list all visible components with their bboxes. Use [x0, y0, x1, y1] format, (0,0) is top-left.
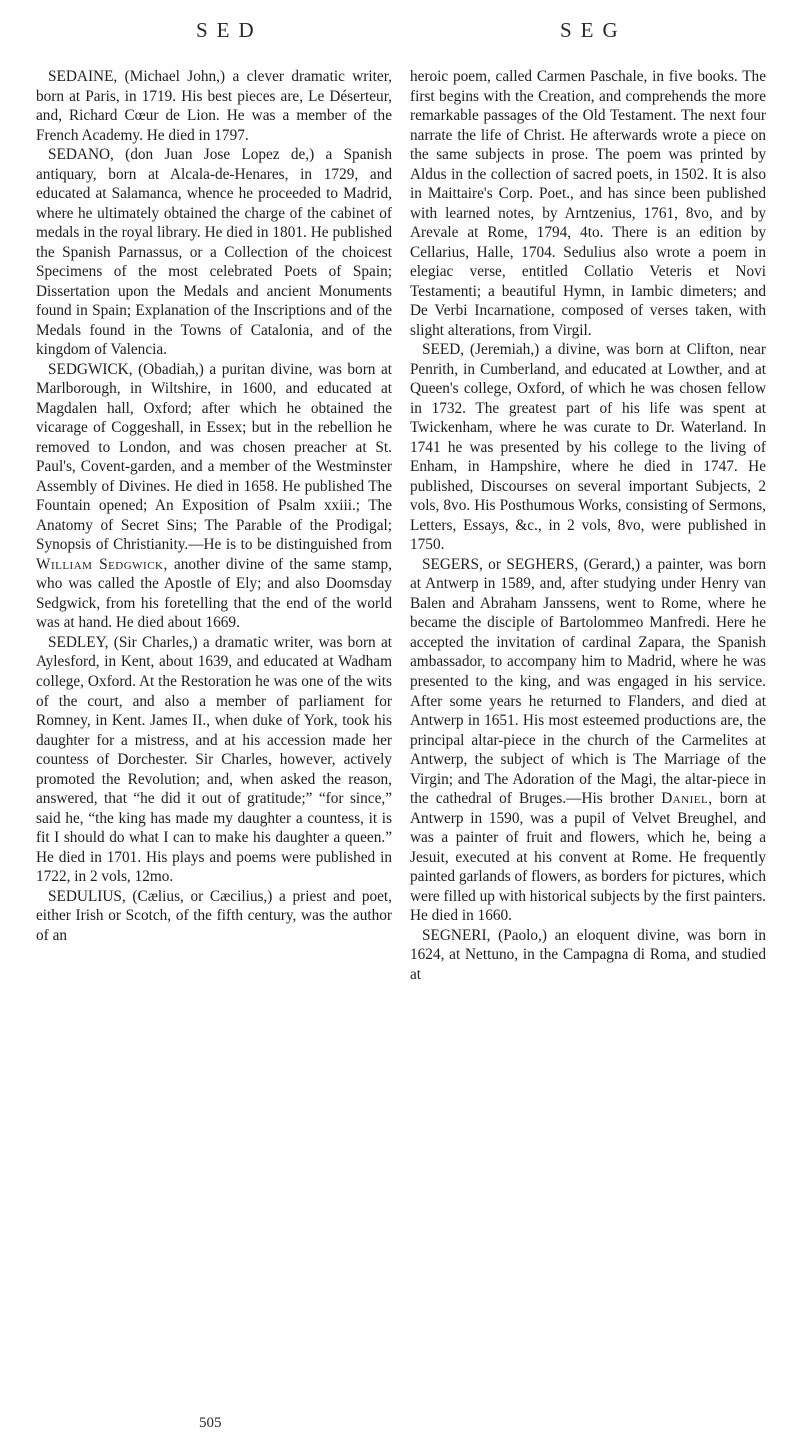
entry-text: (Obadiah,) a puritan divine, was born at Marlborough, in Wiltshire, in 1600, and educated at Magdalen hall, Oxford; after which he obtained the vicarage of Coggeshall, in Essex; but in the rebellion he removed to London, and was chosen preacher at St. Paul's, Covent-garden, and a member of the Westminster Assembly of Divines. He died in 1658. He published The Fountain opened; An Exposition of Psalm xxiii.; The Anatomy of Secret Sins; The Parable of the Prodigal; Synopsis of Christianity.—He is to be distinguished from	[36, 360, 392, 554]
entry-sedano	[36, 145, 392, 360]
entry-segers	[410, 555, 766, 926]
headword: SEDULIUS,	[48, 887, 126, 905]
entry-text-continued: another divine of the same stamp, who was called the Apostle of Ely; and also Doomsday Sedgwick, from his foretelling that the end of the world was at hand. He died about 1669.	[36, 555, 392, 632]
entry-sedaine	[36, 67, 392, 145]
headword: SEGNERI,	[422, 926, 491, 944]
running-header	[0, 18, 800, 54]
entry-text: (Cælius, or Cæcilius,) a priest and poet, either Irish or Scotch, of the fifth century, was the author of an	[36, 887, 392, 944]
entry-segneri	[410, 926, 766, 985]
entry-text: (Michael John,) a clever dramatic writer, born at Paris, in 1719. His best pieces are, Le Déserteur, and, Richard Cœur de Lion. He was a member of the French Academy. He died in 1797.	[36, 68, 392, 144]
headword: SEGERS, or SEGHERS,	[422, 555, 579, 573]
header-left: SED	[196, 18, 263, 42]
entry-text: (don Juan Jose Lopez de,) a Spanish antiquary, born at Alcala-de-Henares, in 1729, and educated at Salamanca, whence he proceeded to Madrid, where he ultimately obtained the charge of the cabinet of medals in the royal library. He died in 1801. He published the Spanish Parnassus, or a Collection of the choicest Specimens of the most celebrated Poets of Spain; Dissertation upon the Medals and ancient Monuments found in Spain; Explanation of the Inscriptions and of the Medals found in the Towns of Catalonia, and of the kingdom of Valencia.	[36, 146, 392, 359]
entry-text: (Gerard,) a painter, was born at Antwerp in 1589, and, after studying under Henry van Balen and Abraham Janssens, went to Rome, where he became the disciple of Bartolommeo Manfredi. Here he accepted the invitation of cardinal Zapara, the Spanish ambassador, to accompany him to Madrid, where he was presented to the king, and was engaged in his service. After some years he returned to Flanders, and died at Antwerp in 1651. His most esteemed productions are, the principal altar-piece in the church of the Carmelites at Antwerp, the subject of which is The Marriage of the Virgin; and The Adoration of the Magi, the altar-piece in the cathedral of Bruges.—His brother	[410, 555, 766, 808]
right-column	[410, 67, 766, 984]
entry-text: (Paolo,) an eloquent divine, was born in 1624, at Nettuno, in the Campagna di Roma, and studied at	[410, 926, 766, 983]
entry-sedulius-continued	[410, 67, 766, 340]
entry-text: heroic poem, called Carmen Paschale, in five books. The first begins with the Creation, and comprehends the more remarkable passages of the Old Testament. The next four narrate the life of Christ. He afterwards wrote a piece on the same subjects in prose. The poem was printed by Aldus in the collection of sacred poets, in 1502. It is also in Maittaire's Corp. Poet., and has since been published with learned notes, by Arntzenius, 1761, 8vo, and by Arevale at Rome, 1794, 4to. There is an edition by Cellarius, Halle, 1704. Sedulius also wrote a poem in elegiac verse, entitled Collatio Veteris et Novi Testamenti; a beautiful Hymn, in Iambic dimeters; and De Verbi Incarnatione, composed of verses taken, with slight alterations, from Virgil.	[410, 68, 766, 339]
headword: SEDLEY,	[48, 633, 109, 651]
headword: SEDANO,	[48, 146, 114, 164]
headword: SEED,	[422, 341, 465, 359]
small-caps-name: Daniel,	[661, 790, 713, 808]
entry-seed	[410, 340, 766, 555]
page-number: 505	[199, 1415, 222, 1431]
headword: SEDGWICK,	[48, 360, 133, 378]
entry-text: (Sir Charles,) a dramatic writer, was born at Aylesford, in Kent, about 1639, and educated at Wadham college, Oxford. At the Restoration he was one of the wits of the court, and also a member of parliament for Romney, in Kent. James II., when duke of York, took his daughter for a mistress, and at his accession made her countess of Dorchester. Sir Charles, however, actively promoted the Revolution; and, when asked the reason, answered, that “he did it out of gratitude;” “for since,” said he, “the king has made my daughter a countess, it is fit I should do what I can to make his daughter a queen.” He died in 1701. His plays and poems were published in 1722, in 2 vols, 12mo.	[36, 633, 392, 886]
entry-sedulius	[36, 887, 392, 946]
headword: SEDAINE,	[48, 68, 118, 85]
entry-text: (Jeremiah,) a divine, was born at Clifton, near Penrith, in Cumberland, and educated at Lowther, and at Queen's college, Oxford, of which he was chosen fellow in 1732. The greatest part of his life was spent at Twickenham, where he was curate to Dr. Waterland. In 1741 he was presented by his college to the living of Enham, in Hampshire, where he died in 1747. He published, Discourses on several important Subjects, 2 vols, 8vo. His Posthumous Works, consisting of Sermons, Letters, Essays, &c., in 2 vols, 8vo, were published in 1750.	[410, 341, 766, 554]
entry-sedgwick	[36, 360, 392, 633]
entry-sedley	[36, 633, 392, 887]
entry-text-continued: born at Antwerp in 1590, was a pupil of Velvet Breughel, and was a painter of fruit and flowers, which he, being a Jesuit, executed at his convent at Rome. He frequently painted garlands of flowers, as borders for pictures, which were filled up with historical subjects by the first painters. He died in 1660.	[410, 790, 766, 925]
small-caps-name: William Sedgwick,	[36, 555, 168, 573]
left-column	[36, 67, 392, 945]
header-right: SEG	[560, 18, 627, 42]
